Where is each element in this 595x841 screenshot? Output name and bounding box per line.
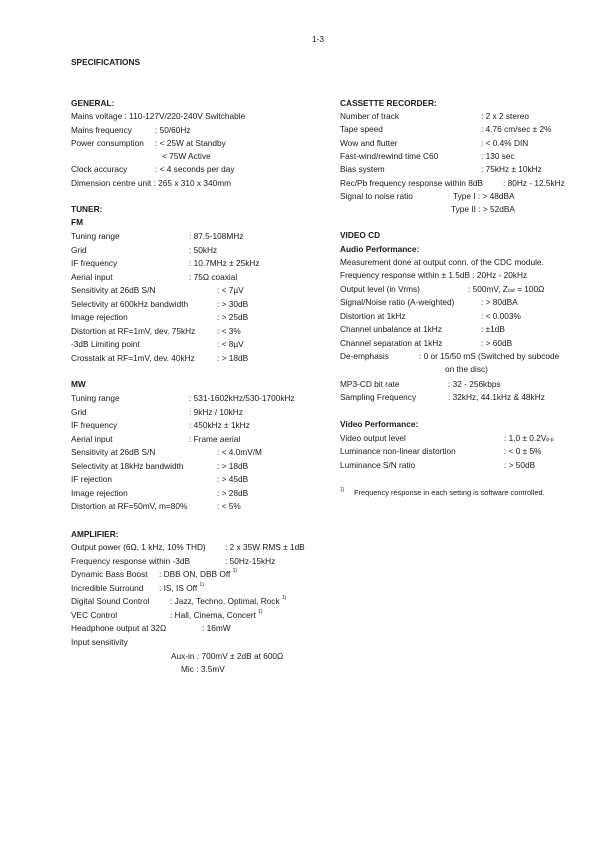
spec-label: IF frequency — [71, 420, 118, 430]
mw-heading: MW — [71, 379, 86, 389]
spec-value: : < 0.003% — [481, 310, 521, 321]
spec-value-tail: = 100Ω — [514, 284, 545, 294]
video-row — [340, 447, 580, 457]
general-row — [71, 152, 321, 162]
spec-value: : 32kHz, 44.1kHz & 48kHz — [448, 392, 545, 402]
footnote-ref: 1) — [232, 568, 238, 574]
general-heading: GENERAL: — [71, 98, 115, 108]
spec-label: IF frequency — [71, 258, 118, 268]
fm-row — [71, 313, 331, 323]
amplifier-heading: AMPLIFIER: — [71, 529, 119, 539]
mw-row — [71, 435, 331, 445]
spec-label: Tuning range — [71, 231, 120, 241]
spec-label: Bias system — [340, 164, 385, 175]
footnote-ref: 1) — [258, 608, 263, 615]
cassette-row — [340, 165, 580, 175]
cassette-row — [340, 125, 580, 135]
spec-label: Luminance non-linear distortion — [340, 446, 456, 456]
spec-label: Mic — [181, 664, 194, 674]
spec-label: Digital Sound Control — [71, 596, 150, 606]
spec-value: : > 30dB — [217, 298, 249, 309]
fm-row — [71, 232, 331, 242]
spec-label: Distortion at RF=50mV, m=80% — [71, 501, 188, 511]
bitrate-row — [340, 380, 580, 390]
general-row — [71, 139, 321, 149]
spec-value: : 265 x 310 x 340mm — [153, 178, 232, 188]
audio-row — [340, 298, 580, 308]
type-ii-row — [451, 205, 515, 213]
general-row — [71, 126, 321, 136]
mw-row — [71, 489, 331, 499]
spec-value-text: : IS, IS Off — [159, 582, 198, 593]
spec-label: Aerial input — [71, 433, 113, 444]
amplifier-row — [71, 624, 336, 634]
spec-value: : < 25W at Standby — [155, 138, 226, 148]
spec-value-text: : DBB ON, DBB Off — [159, 569, 231, 579]
spec-label: Dimension centre unit — [71, 178, 152, 188]
amplifier-row — [71, 543, 336, 553]
spec-label: -3dB Limiting point — [71, 339, 140, 349]
spec-label: Number of track — [340, 111, 400, 121]
video-row — [340, 461, 580, 471]
spec-label: Power consumption — [71, 138, 144, 148]
spec-value: : 10.7MHz ± 25kHz — [189, 258, 260, 268]
spec-value: : > 60dB — [481, 337, 513, 348]
footnote-ref: 1) — [281, 595, 287, 601]
cassette-row — [340, 179, 580, 189]
subscript: out — [507, 288, 515, 295]
cassette-heading: CASSETTE RECORDER: — [340, 98, 437, 108]
page-title: SPECIFICATIONS — [71, 57, 140, 67]
spec-value: : Frame aerial — [189, 433, 241, 444]
spec-value: : 450kHz ± 1kHz — [189, 420, 250, 430]
subscript: p-p — [546, 437, 554, 444]
spec-value: : 9kHz / 10kHz — [189, 406, 243, 417]
cassette-row — [340, 139, 580, 149]
spec-value: : < 8µV — [217, 339, 244, 349]
spec-label: Tape speed — [340, 124, 383, 135]
mic-row — [181, 665, 225, 673]
spec-value-text: : 1.0 ± 0.2V — [504, 433, 547, 443]
spec-value: : > 48dBA — [477, 191, 515, 201]
mw-row — [71, 475, 331, 485]
spec-value: : 80Hz - 12.5kHz — [503, 177, 565, 188]
spec-value: : 50Hz-15kHz — [225, 555, 276, 566]
spec-value: : > 80dBA — [481, 297, 518, 307]
spec-value: : > 28dB — [217, 487, 249, 498]
spec-label: Aux-in — [171, 651, 195, 661]
spec-label: Image rejection — [71, 487, 128, 498]
fm-row — [71, 327, 331, 337]
spec-value — [504, 434, 554, 442]
spec-label: Sampling Frequency — [340, 392, 417, 402]
fm-row — [71, 354, 331, 364]
spec-value-text: : Jazz, Techno, Optimal, Rock — [170, 596, 280, 606]
footnote-mark: 1) — [340, 487, 345, 493]
spec-value: : 2 x 35W RMS ± 1dB — [225, 542, 305, 552]
measurement-note: Measurement done at output conn. of the CDC module. — [340, 257, 544, 267]
spec-label: Sensitivity at 26dB S/N — [71, 447, 156, 457]
footnote-ref: 1) — [199, 581, 204, 588]
spec-label: Type II — [451, 204, 476, 214]
spec-label: Incredible Surround — [71, 582, 144, 593]
spec-label: Output power (6Ω, 1 kHz, 10% THD) — [71, 542, 206, 552]
video-performance-heading: Video Performance: — [340, 419, 419, 429]
output-level-row — [340, 285, 580, 295]
snr-label: Signal to noise ratio — [340, 191, 413, 201]
spec-value: : 3.5mV — [196, 664, 225, 674]
mw-row — [71, 502, 331, 512]
audio-row — [340, 325, 580, 335]
fm-row — [71, 273, 331, 283]
spec-value-text: : Hall, Cinema, Concert — [170, 609, 256, 620]
frequency-response: Frequency response within ± 1.5dB : 20Hz - 20kHz — [340, 270, 528, 280]
spec-label: Fast-wind/rewind time C60 — [340, 150, 439, 161]
spec-label: Distortion at RF=1mV, dev. 75kHz — [71, 325, 196, 336]
spec-value: : > 45dB — [217, 474, 249, 484]
general-row — [71, 112, 245, 120]
spec-value: : < 7µV — [217, 285, 244, 295]
spec-value: : > 52dBA — [478, 204, 515, 214]
spec-value: : > 50dB — [504, 460, 536, 470]
spec-value: : 50kHz — [189, 244, 218, 255]
page-number: 1-3 — [312, 34, 324, 44]
spec-value — [170, 597, 286, 605]
spec-value: < 75W Active — [162, 151, 211, 161]
fm-row — [71, 286, 331, 296]
deemphasis-continuation: on the disc) — [445, 364, 488, 374]
spec-label: Tuning range — [71, 393, 120, 403]
mw-row — [71, 394, 331, 404]
spec-label: Sensitivity at 26dB S/N — [71, 285, 156, 295]
fm-row — [71, 259, 331, 269]
mw-row — [71, 408, 331, 418]
spec-label: MP3-CD bit rate — [340, 379, 400, 389]
amplifier-row — [71, 597, 336, 607]
spec-label: Grid — [71, 406, 87, 417]
spec-label: VEC Control — [71, 609, 118, 620]
spec-value: : 4.76 cm/sec ± 2% — [481, 124, 552, 135]
spec-label: Distortion at 1kHz — [340, 310, 406, 321]
sampling-row — [340, 393, 580, 403]
spec-value: : < 4 seconds per day — [155, 164, 235, 174]
tuner-heading: TUNER: — [71, 204, 103, 214]
spec-value: : > 18dB — [217, 460, 249, 471]
spec-label: Grid — [71, 244, 87, 255]
input-sensitivity-label: Input sensitivity — [71, 637, 128, 647]
spec-label: Mains voltage — [71, 111, 123, 121]
spec-label: Luminance S/N ratio — [340, 460, 416, 470]
general-row — [71, 179, 231, 187]
spec-label: Video output level — [340, 433, 406, 443]
amplifier-row — [71, 581, 336, 594]
deemphasis-row — [340, 352, 590, 362]
spec-value: : 0 or 15/50 mS (Switched by subcode — [419, 351, 560, 361]
spec-label: Output level (in Vrms) — [340, 284, 420, 294]
mw-row — [71, 448, 331, 458]
mw-row — [71, 462, 331, 472]
spec-label: Signal/Noise ratio (A-weighted) — [340, 297, 455, 307]
spec-label: Dynamic Bass Boost — [71, 569, 148, 579]
spec-label: Clock accuracy — [71, 164, 128, 174]
spec-label: Channel unbalance at 1kHz — [340, 324, 442, 334]
general-row — [71, 165, 321, 175]
audio-performance-heading: Audio Performance: — [340, 244, 420, 254]
spec-value: : ±1dB — [481, 324, 505, 334]
spec-value: : 130 sec — [481, 150, 515, 161]
spec-label: Wow and flutter — [340, 137, 398, 148]
spec-value — [170, 608, 263, 620]
amplifier-row — [71, 557, 336, 567]
spec-label: Crosstalk at RF=1mV, dev. 40kHz — [71, 352, 195, 363]
video-output-row — [340, 434, 580, 444]
type-i-row — [453, 192, 515, 200]
spec-value: : < 4.0mV/M — [217, 447, 262, 457]
spec-value: : 16mW — [202, 623, 231, 633]
spec-value-text: : 500mV, Z — [468, 284, 508, 294]
spec-value: : 50/60Hz — [155, 125, 191, 135]
spec-label: Rec/Pb frequency response within 8dB — [340, 177, 483, 188]
spec-value: : 75Ω coaxial — [189, 271, 238, 282]
spec-value: : 2 x 2 stereo — [481, 111, 529, 121]
spec-label: De-emphasis — [340, 351, 389, 361]
aux-in-row — [171, 652, 283, 660]
spec-label: Frequency response within -3dB — [71, 555, 190, 566]
audio-row — [340, 339, 580, 349]
spec-value: : 531-1602kHz/530-1700kHz — [189, 393, 295, 403]
spec-value: : 75kHz ± 10kHz — [481, 164, 542, 175]
footnote-text: Frequency response in each setting is software controlled. — [354, 488, 545, 497]
spec-value: : 32 - 256kbps — [448, 379, 501, 389]
spec-label: Channel separation at 1kHz — [340, 337, 443, 348]
amplifier-row — [71, 608, 336, 621]
audio-row — [340, 312, 580, 322]
spec-value: : 110-127V/220-240V Switchable — [124, 111, 246, 121]
spec-label: Type I — [453, 191, 476, 201]
spec-label: Mains frequency — [71, 125, 132, 135]
spec-label: Headphone output at 32Ω — [71, 623, 167, 633]
fm-row — [71, 300, 331, 310]
spec-value — [159, 570, 237, 578]
spec-value: : 700mV ± 2dB at 600Ω — [196, 651, 284, 661]
spec-value: : < 3% — [217, 325, 241, 336]
fm-heading: FM — [71, 217, 83, 227]
fm-row — [71, 246, 331, 256]
fm-row — [71, 340, 331, 350]
spec-value — [468, 285, 544, 293]
spec-value: : < 5% — [217, 501, 241, 511]
spec-value: : 87.5-108MHz — [189, 231, 244, 241]
video-cd-heading: VIDEO CD — [340, 230, 381, 240]
spec-value: : > 18dB — [217, 352, 249, 363]
cassette-row — [340, 112, 580, 122]
cassette-row — [340, 152, 580, 162]
spec-value: : < 0 ± 5% — [504, 446, 542, 456]
spec-label: Image rejection — [71, 312, 128, 322]
spec-label: Selectivity at 600kHz bandwidth — [71, 298, 189, 309]
amplifier-row — [71, 570, 336, 580]
spec-label: Aerial input — [71, 271, 113, 282]
spec-value: : > 25dB — [217, 312, 249, 322]
mw-row — [71, 421, 331, 431]
spec-label: Selectivity at 18kHz bandwidth — [71, 460, 184, 471]
spec-value — [159, 581, 204, 593]
spec-label: IF rejection — [71, 474, 113, 484]
spec-value: : < 0.4% DIN — [481, 137, 529, 148]
